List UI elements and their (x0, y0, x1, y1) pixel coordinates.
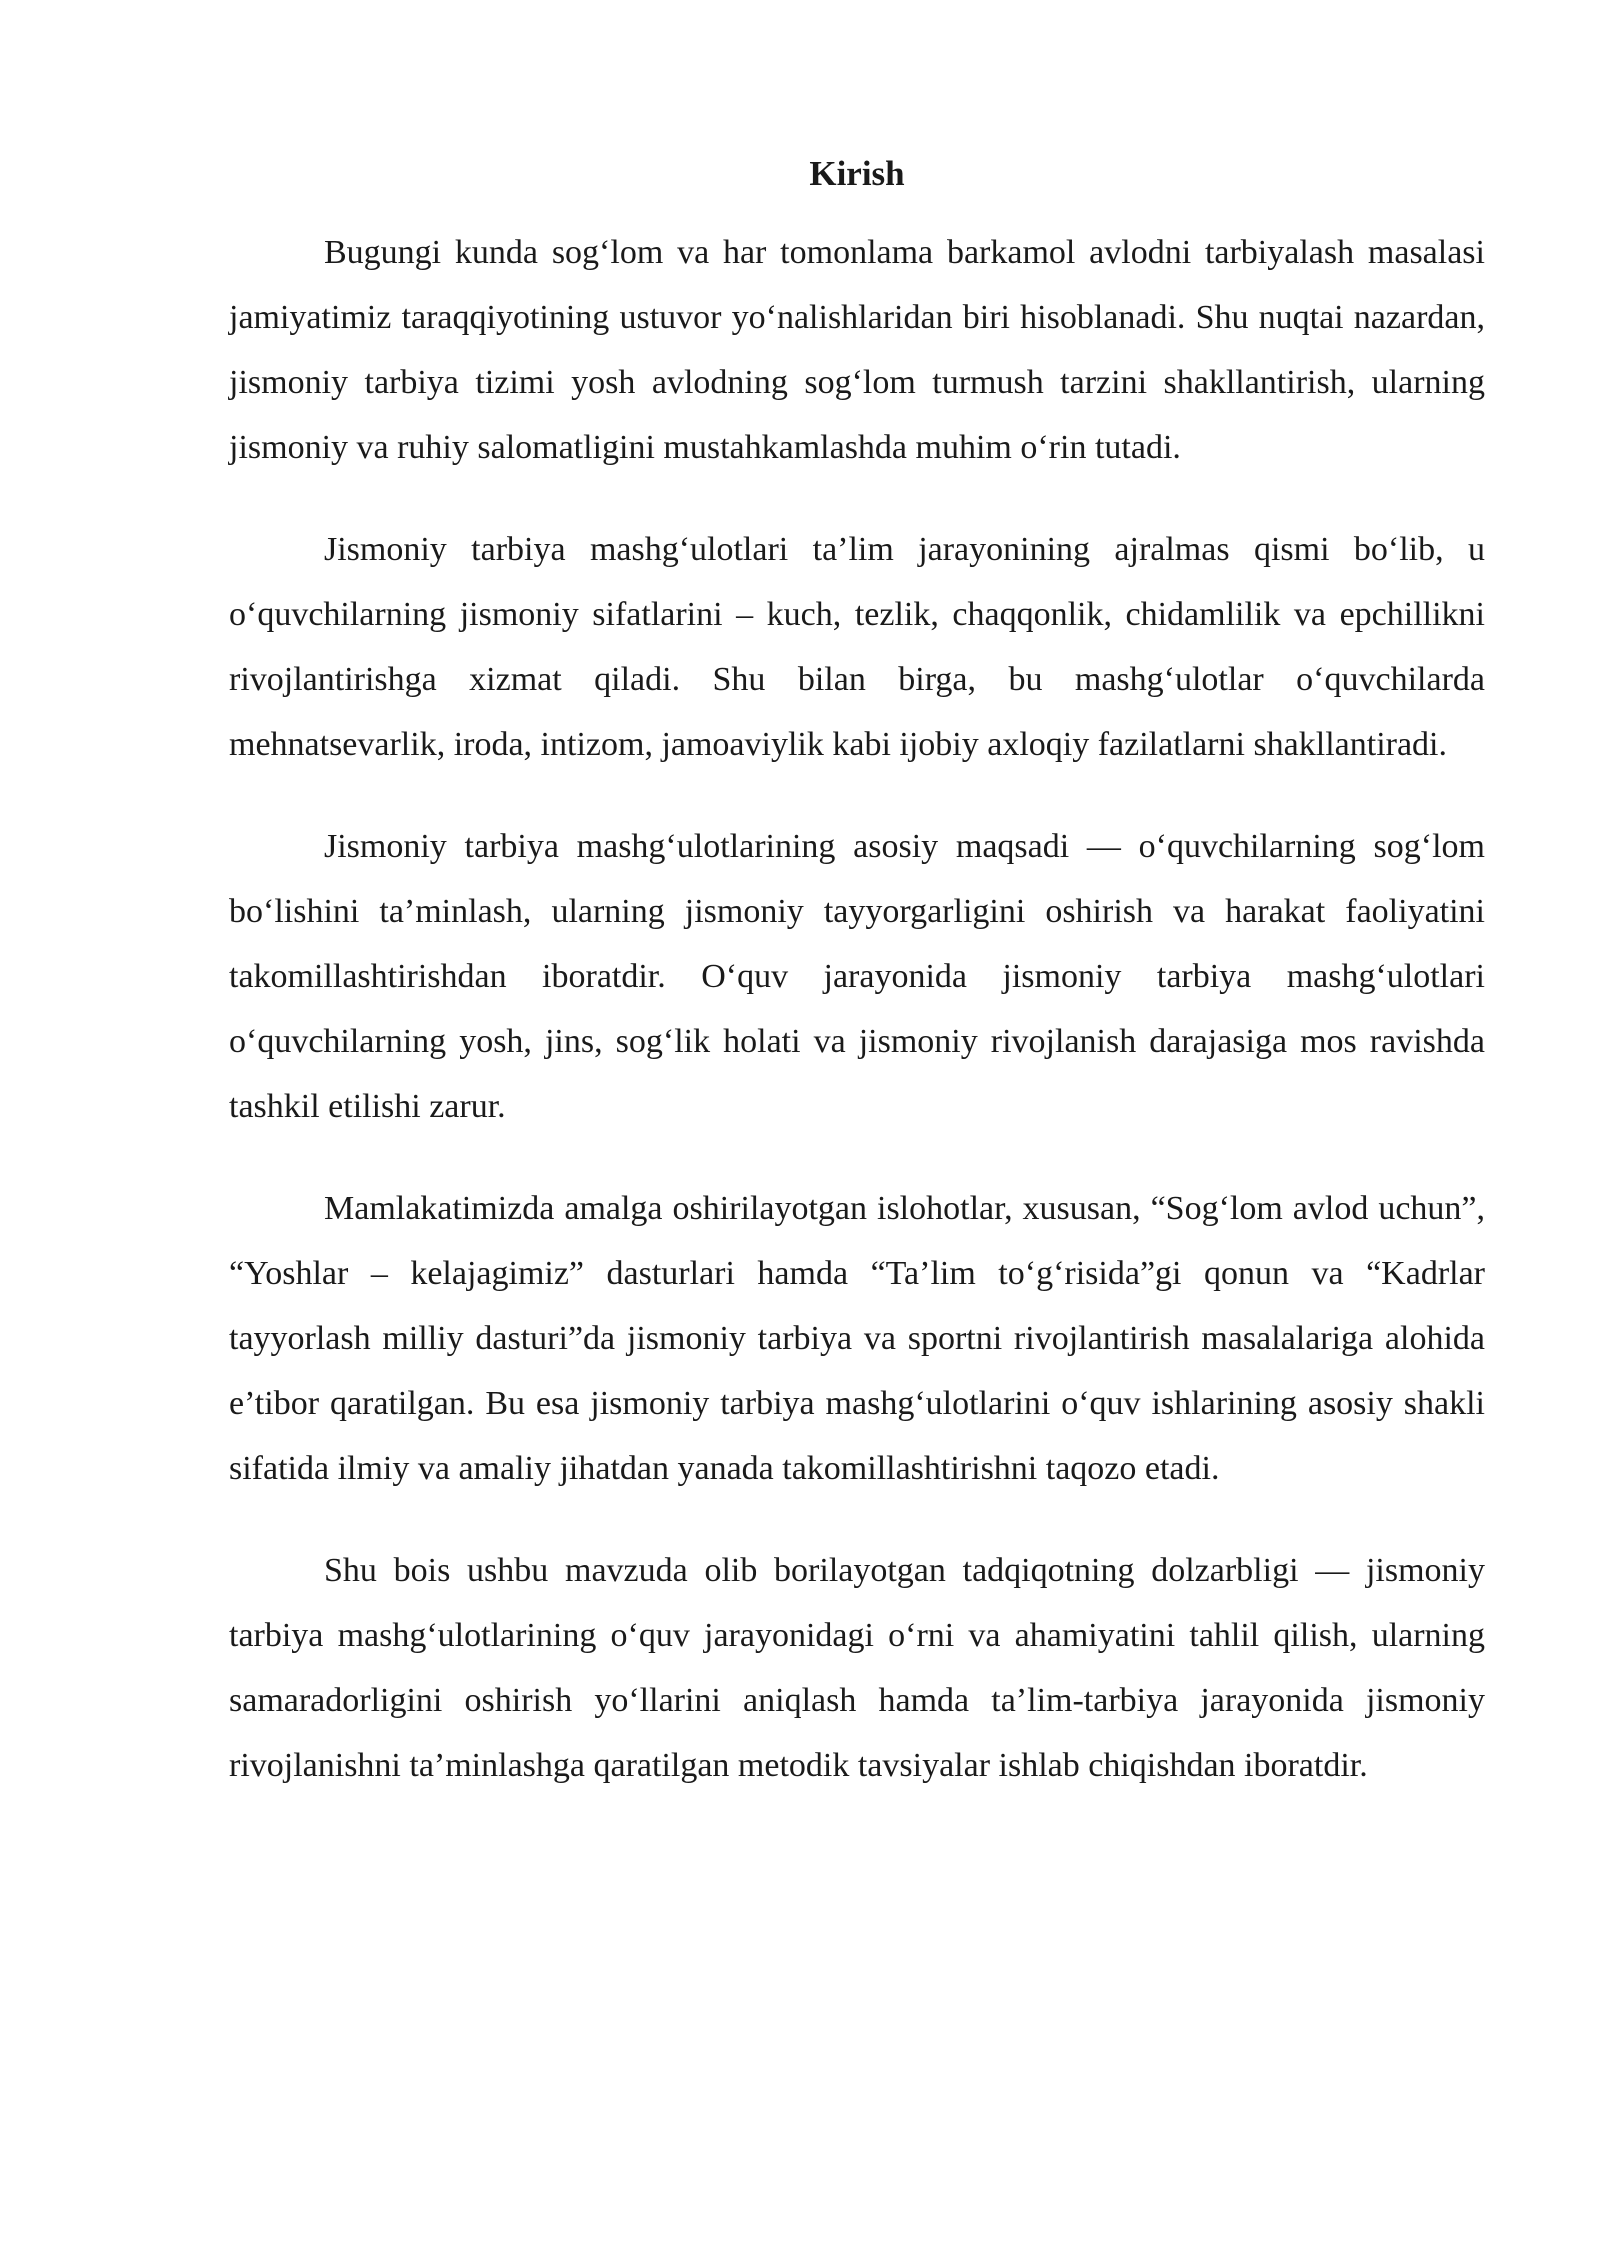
paragraph-3: Jismoniy tarbiya mashg‘ulotlarining asosiy maqsadi — o‘quvchilarning sog‘lom bo‘lishini ta’minlash, ularning jismoniy tayyorgarligini oshirish va harakat faoliyatini takomillashtirishdan iboratdir. O‘quv jarayonida jismoniy tarbiya mashg‘ulotlari o‘quvchilarning yosh, jins, sog‘lik holati va jismoniy rivojlanish darajasiga mos ravishda tashkil etilishi zarur. (229, 828, 1485, 1125)
paragraph-5: Shu bois ushbu mavzuda olib borilayotgan tadqiqotning dolzarbligi — jismoniy tarbiya mashg‘ulotlarining o‘quv jarayonidagi o‘rni va ahamiyatini tahlil qilish, ularning samaradorligini oshirish yo‘llarini aniqlash hamda ta’lim-tarbiya jarayonida jismoniy rivojlanishni ta’minlashga qaratilgan metodik tavsiyalar ishlab chiqishdan iboratdir. (229, 1552, 1485, 1784)
document-page (229, 150, 1485, 1835)
paragraph-4: Mamlakatimizda amalga oshirilayotgan islohotlar, xususan, “Sog‘lom avlod uchun”, “Yoshlar – kelajagimiz” dasturlari hamda “Ta’lim to‘g‘risida”gi qonun va “Kadrlar tayyorlash milliy dasturi”da jismoniy tarbiya va sportni rivojlantirish masalalariga alohida e’tibor qaratilgan. Bu esa jismoniy tarbiya mashg‘ulotlarini o‘quv ishlarining asosiy shakli sifatida ilmiy va amaliy jihatdan yanada takomillashtirishni taqozo etadi. (229, 1190, 1485, 1487)
paragraph-2: Jismoniy tarbiya mashg‘ulotlari ta’lim jarayonining ajralmas qismi bo‘lib, u o‘quvchilarning jismoniy sifatlarini – kuch, tezlik, chaqqonlik, chidamlilik va epchillikni rivojlantirishga xizmat qiladi. Shu bilan birga, bu mashg‘ulotlar o‘quvchilarda mehnatsevarlik, iroda, intizom, jamoaviylik kabi ijobiy axloqiy fazilatlarni shakllantiradi. (229, 531, 1485, 763)
paragraph-1: Bugungi kunda sog‘lom va har tomonlama barkamol avlodni tarbiyalash masalasi jamiyatimiz taraqqiyotining ustuvor yo‘nalishlaridan biri hisoblanadi. Shu nuqtai nazardan, jismoniy tarbiya tizimi yosh avlodning sog‘lom turmush tarzini shakllantirish, ularning jismoniy va ruhiy salomatligini mustahkamlashda muhim o‘rin tutadi. (229, 234, 1485, 466)
page-title: Kirish (809, 154, 905, 193)
